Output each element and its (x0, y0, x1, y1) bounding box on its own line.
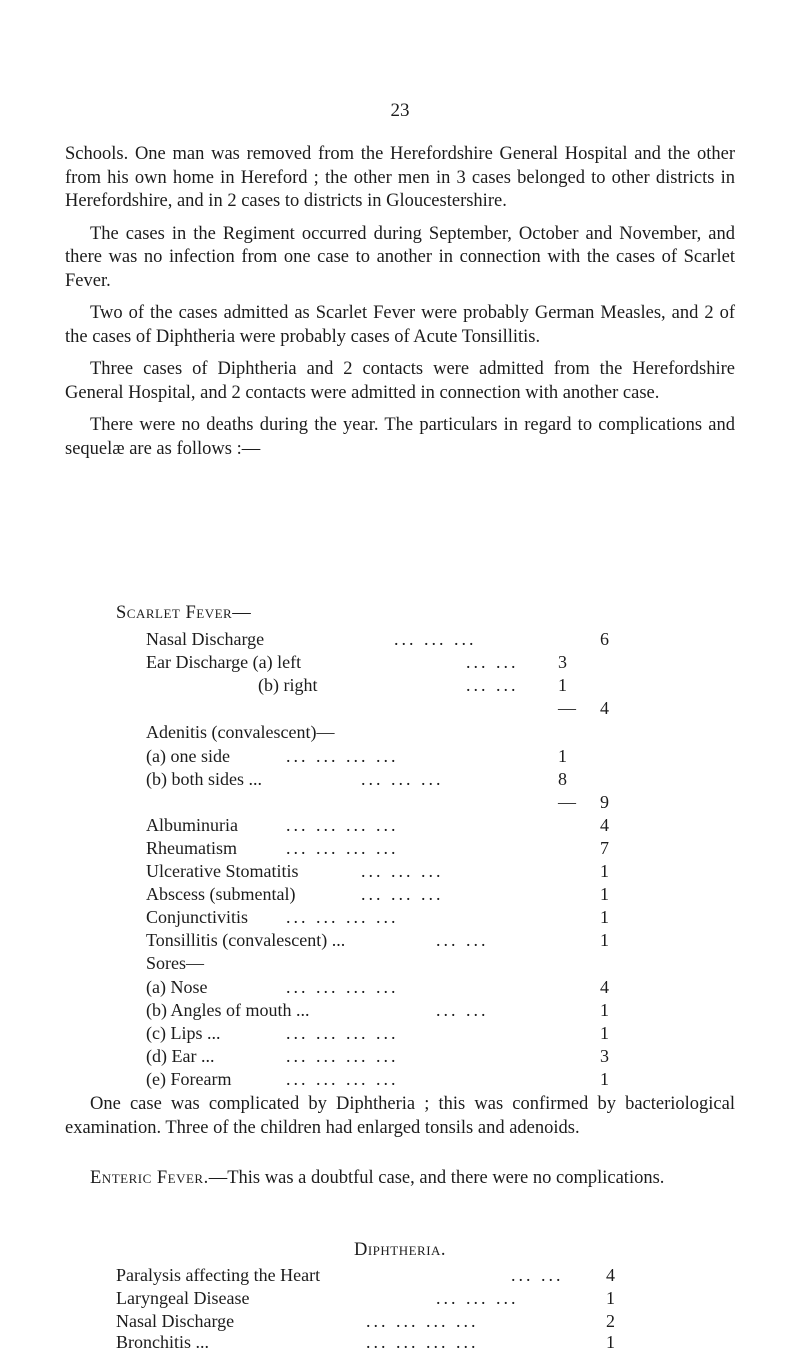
row-label: Sores— (146, 953, 204, 973)
complication-note (65, 1093, 735, 1140)
row-value: 1 (600, 930, 609, 950)
leader-dots: ... ... ... (436, 1288, 519, 1308)
row-label: Albuminuria (146, 815, 238, 835)
row-label: (e) Forearm (146, 1069, 232, 1089)
leader-dots: ... ... ... ... (286, 1069, 399, 1089)
enteric-paragraph (65, 1167, 735, 1191)
row-value: 7 (600, 838, 609, 858)
row-value: 1 (600, 1000, 609, 1020)
row-value: 4 (606, 1265, 615, 1285)
leader-dots: ... ... ... (361, 884, 444, 904)
paragraph-4: Three cases of Diphtheria and 2 contacts were admitted from the Herefordshire General Hospital, and 2 contacts were admitted in connection with another case. (65, 359, 735, 403)
row-value: 1 (600, 884, 609, 904)
complication-paragraph: One case was complicated by Diphtheria ; this was confirmed by bacteriological examination. Three of the children had enlarged tonsils and adenoids. (65, 1094, 735, 1138)
total-dash: — (558, 792, 576, 812)
intro-text (65, 143, 735, 470)
row-label: (b) Angles of mouth ... (146, 1000, 310, 1020)
row-label: (c) Lips ... (146, 1023, 221, 1043)
leader-dots: ... ... ... ... (286, 977, 399, 997)
row-label: Adenitis (convalescent)— (146, 722, 335, 742)
row-label: Nasal Discharge (146, 629, 265, 649)
paragraph-5: There were no deaths during the year. The particulars in regard to complications and sequelæ are as follows :— (65, 415, 735, 459)
scarlet-fever-heading: Scarlet Fever— (116, 603, 252, 623)
enteric-heading: Enteric Fever. (90, 1168, 209, 1188)
leader-dots: ... ... ... ... (286, 746, 399, 766)
leader-dots: ... ... ... ... (286, 815, 399, 835)
leader-dots: ... ... ... ... (366, 1332, 479, 1352)
leader-dots: ... ... ... ... (286, 907, 399, 927)
row-value: 1 (558, 675, 567, 695)
row-value: 1 (606, 1288, 615, 1308)
row-label: (b) right (258, 675, 318, 695)
row-label: (a) one side (146, 746, 230, 766)
row-label: Laryngeal Disease (116, 1288, 250, 1308)
row-label: Abscess (submental) (146, 884, 296, 904)
enteric-text: —This was a doubtful case, and there were no complications. (208, 1168, 665, 1188)
leader-dots: ... ... (436, 1000, 489, 1020)
enteric-fever-section (65, 1167, 735, 1191)
paragraph-3: Two of the cases admitted as Scarlet Fever were probably German Measles, and 2 of the cases of Diphtheria were probably cases of Acute Tonsillitis. (65, 303, 735, 347)
row-value: 2 (606, 1311, 615, 1331)
row-label: Ulcerative Stomatitis (146, 861, 299, 881)
row-label: Ear Discharge (a) left (146, 652, 302, 672)
total-dash: — (558, 698, 576, 718)
leader-dots: ... ... (466, 652, 519, 672)
row-value: 3 (558, 652, 567, 672)
row-label: (a) Nose (146, 977, 208, 997)
leader-dots: ... ... ... ... (286, 1023, 399, 1043)
leader-dots: ... ... (436, 930, 489, 950)
row-value: 1 (600, 861, 609, 881)
leader-dots: ... ... ... ... (286, 838, 399, 858)
row-value: 1 (600, 907, 609, 927)
row-value: 4 (600, 698, 609, 718)
leader-dots: ... ... (466, 675, 519, 695)
leader-dots: ... ... ... (394, 629, 477, 649)
row-value: 4 (600, 815, 609, 835)
row-value: 1 (600, 1023, 609, 1043)
paragraph-1: Schools. One man was removed from the Herefordshire General Hospital and the other from his own home in Hereford ; the other men in 3 cases belonged to other districts in Herefordshire, and in 2 cases to districts in Gloucestershire. (65, 144, 735, 211)
row-label: Nasal Discharge (116, 1311, 235, 1331)
leader-dots: ... ... ... ... (286, 1046, 399, 1066)
row-value: 8 (558, 769, 567, 789)
paragraph-2: The cases in the Regiment occurred during September, October and November, and there was no infection from one case to another in connection with the cases of Scarlet Fever. (65, 223, 735, 291)
row-value: 1 (558, 746, 567, 766)
row-value: 1 (606, 1332, 615, 1352)
row-value: 3 (600, 1046, 609, 1066)
row-label: Paralysis affecting the Heart (116, 1265, 321, 1285)
diphtheria-heading: Diphtheria. (353, 1240, 447, 1260)
row-label: (b) both sides ... (146, 769, 262, 789)
row-value: 4 (600, 977, 609, 997)
leader-dots: ... ... ... ... (366, 1311, 479, 1331)
leader-dots: ... ... ... (361, 861, 444, 881)
row-label: Tonsillitis (convalescent) ... (146, 930, 346, 950)
row-label: (d) Ear ... (146, 1046, 215, 1066)
row-label: Conjunctivitis (146, 907, 249, 927)
row-label: Rheumatism (146, 838, 237, 858)
page-number: 23 (390, 100, 410, 121)
row-value: 9 (600, 792, 609, 812)
row-label: Bronchitis ... (116, 1332, 209, 1352)
row-value: 1 (600, 1069, 609, 1089)
row-value: 6 (600, 629, 609, 649)
leader-dots: ... ... ... (361, 769, 444, 789)
leader-dots: ... ... (511, 1265, 564, 1285)
